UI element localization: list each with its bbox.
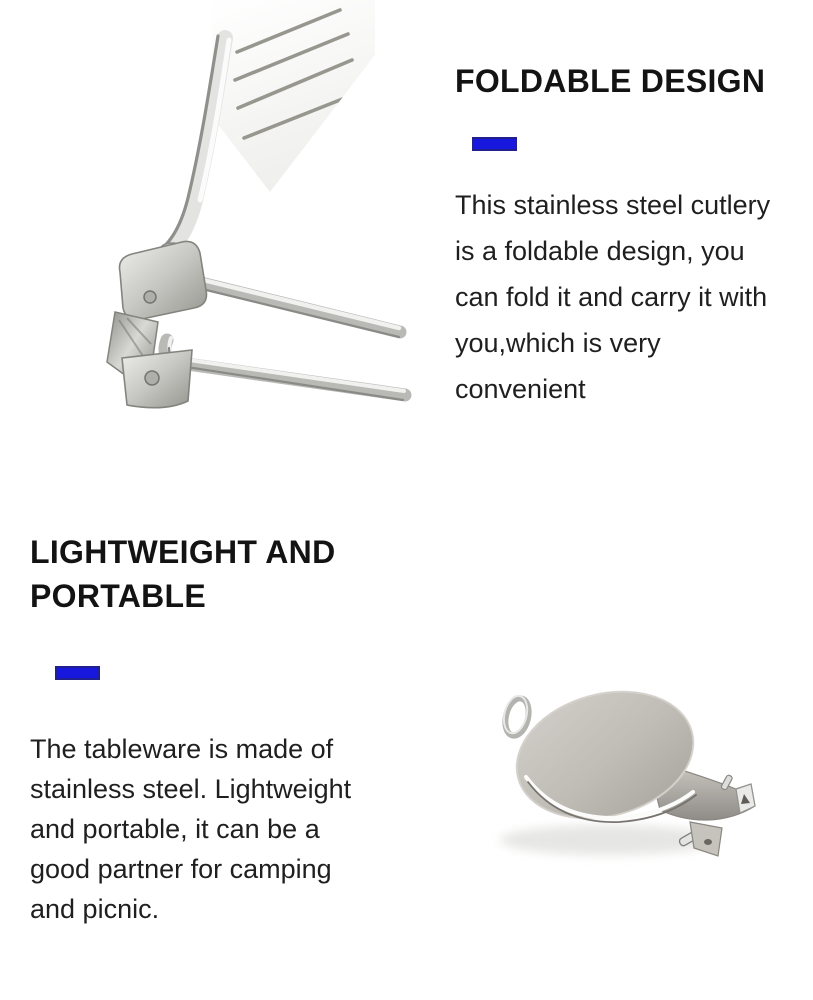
heading-text: LIGHTWEIGHT AND <box>30 534 336 570</box>
body-line: convenient <box>455 374 586 404</box>
rivet-screw <box>144 291 156 303</box>
foldable-section-heading <box>455 59 765 103</box>
body-line: and portable, it can be a <box>30 814 320 844</box>
fork-hinge-photo <box>15 0 415 435</box>
body-line: good partner for camping <box>30 854 332 884</box>
body-line: This stainless steel cutlery <box>455 190 771 220</box>
rivet-screw-2 <box>145 371 159 385</box>
fork-hinge-illustration <box>15 0 415 435</box>
body-line: is a foldable design, you <box>455 236 745 266</box>
fork-head <box>211 0 375 192</box>
hinge-bracket <box>107 241 207 407</box>
foldable-section-body <box>455 182 813 412</box>
body-line: can fold it and carry it with <box>455 282 768 312</box>
folded-spoon-illustration <box>488 672 778 887</box>
body-line: you,which is very <box>455 328 661 358</box>
accent-dash <box>472 137 517 151</box>
folded-spoon-photo <box>488 672 778 887</box>
screw-hole <box>704 839 712 845</box>
lightweight-section-heading <box>30 530 336 618</box>
heading-text: PORTABLE <box>30 578 207 614</box>
hang-loop <box>500 693 533 738</box>
body-line: stainless steel. Lightweight <box>30 774 352 804</box>
body-line: The tableware is made of <box>30 734 334 764</box>
lightweight-section-body <box>30 729 430 929</box>
heading-text: FOLDABLE DESIGN <box>455 63 766 99</box>
accent-dash <box>55 666 100 680</box>
body-line: and picnic. <box>30 894 160 924</box>
fork-neck <box>153 36 229 258</box>
